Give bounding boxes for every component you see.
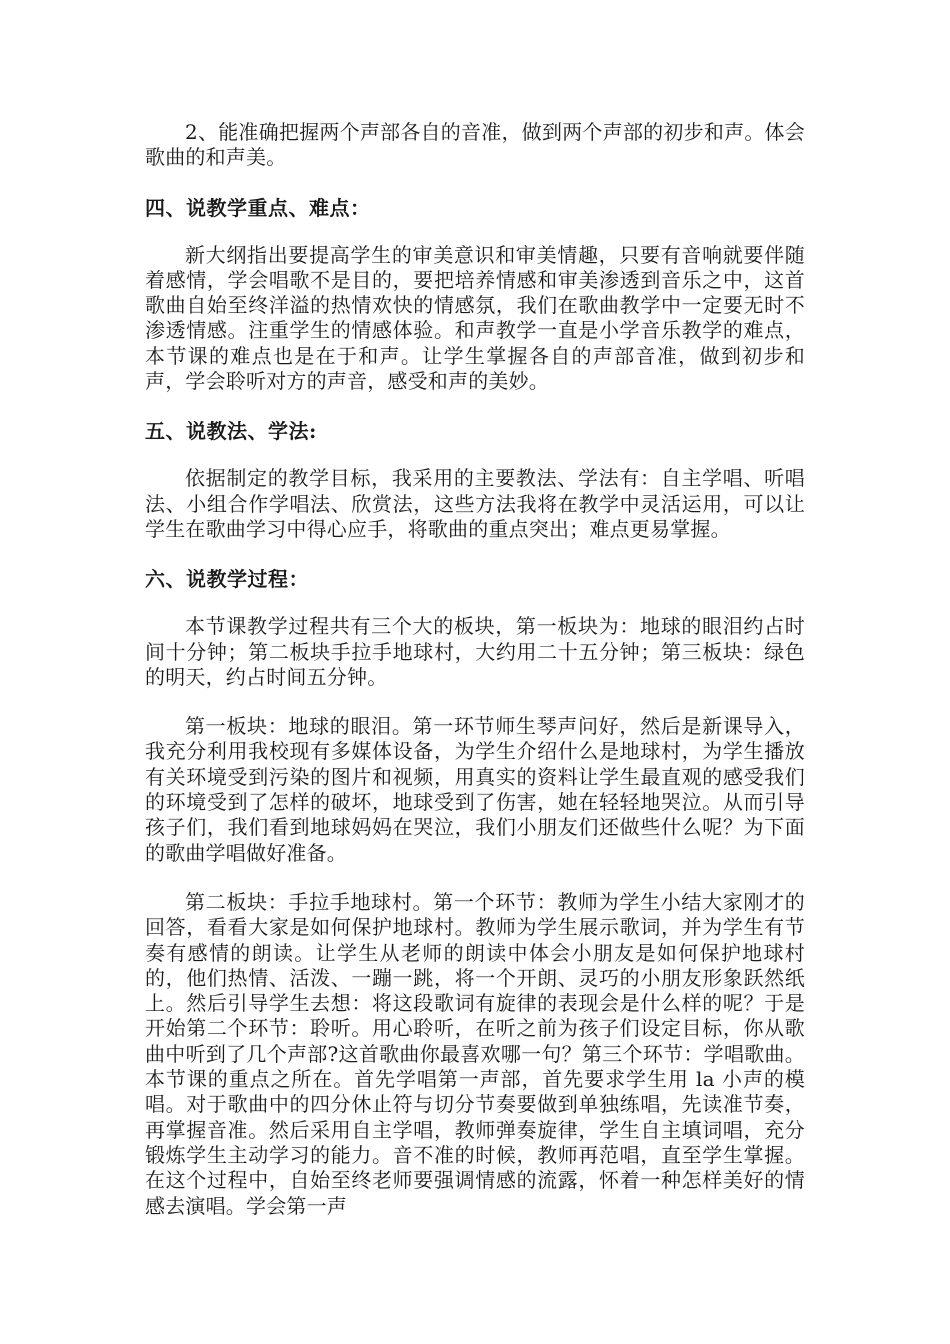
heading-process: 六、说教学过程：	[145, 567, 309, 592]
paragraph-methods: 依据制定的教学目标，我采用的主要教法、学法有：自主学唱、听唱法、小组合作学唱法、欣赏法，这些方法我将在教学中灵活运用，可以让学生在歌曲学习中得心应手，将歌曲的重点突出；难点更易掌握。	[145, 466, 805, 541]
paragraph-process-overview: 本节课教学过程共有三个大的板块，第一板块为：地球的眼泪约占时间十分钟；第二板块手拉手地球村，大约用二十五分钟；第三板块：绿色的明天，约占时间五分钟。	[145, 614, 805, 689]
heading-key-points: 四、说教学重点、难点：	[145, 195, 371, 220]
paragraph-section-one: 第一板块：地球的眼泪。第一环节师生琴声问好，然后是新课导入，我充分利用我校现有多媒体设备，为学生介绍什么是地球村，为学生播放有关环境受到污染的图片和视频，用真实的资料让学生最直观的感受我们的环境受到了怎样的破坏，地球受到了伤害，她在轻轻地哭泣。从而引导孩子们，我们看到地球妈妈在哭泣，我们小朋友们还做些什么呢？为下面的歌曲学唱做好准备。	[145, 714, 805, 865]
document-page	[145, 120, 805, 1219]
paragraph-key-points: 新大纲指出要提高学生的审美意识和审美情趣，只要有音响就要伴随着感情，学会唱歌不是目的，要把培养情感和审美渗透到音乐之中，这首歌曲自始至终洋溢的热情欢快的情感氛，我们在歌曲教学中一定要无时不渗透情感。注重学生的情感体验。和声教学一直是小学音乐教学的难点，本节课的难点也是在于和声。让学生掌握各自的声部音准，做到初步和声，学会聆听对方的声音，感受和声的美妙。	[145, 242, 805, 394]
heading-methods: 五、说教法、学法:	[145, 419, 317, 444]
paragraph-goal-2: 2、能准确把握两个声部各自的音准，做到两个声部的初步和声。体会歌曲的和声美。	[145, 120, 805, 170]
paragraph-section-two: 第二板块：手拉手地球村。第一个环节：教师为学生小结大家刚才的回答，看看大家是如何保护地球村。教师为学生展示歌词，并为学生有节奏有感情的朗读。让学生从老师的朗读中体会小朋友是如何保护地球村的，他们热情、活泼、一蹦一跳，将一个开朗、灵巧的小朋友形象跃然纸上。然后引导学生去想：将这段歌词有旋律的表现会是什么样的呢？于是开始第二个环节：聆听。用心聆听，在听之前为孩子们设定目标，你从歌曲中听到了几个声部?这首歌曲你最喜欢哪一句？第三个环节：学唱歌曲。本节课的重点之所在。首先学唱第一声部，首先要求学生用 la 小声的模唱。对于歌曲中的四分休止符与切分节奏要做到单独练唱，先读准节奏，再掌握音准。然后采用自主学唱，教师弹奏旋律，学生自主填词唱，充分锻炼学生主动学习的能力。音不准的时候，教师再范唱，直至学生掌握。在这个过程中，自始至终老师要强调情感的流露，怀着一种怎样美好的情感去演唱。学会第一声	[145, 889, 805, 1218]
